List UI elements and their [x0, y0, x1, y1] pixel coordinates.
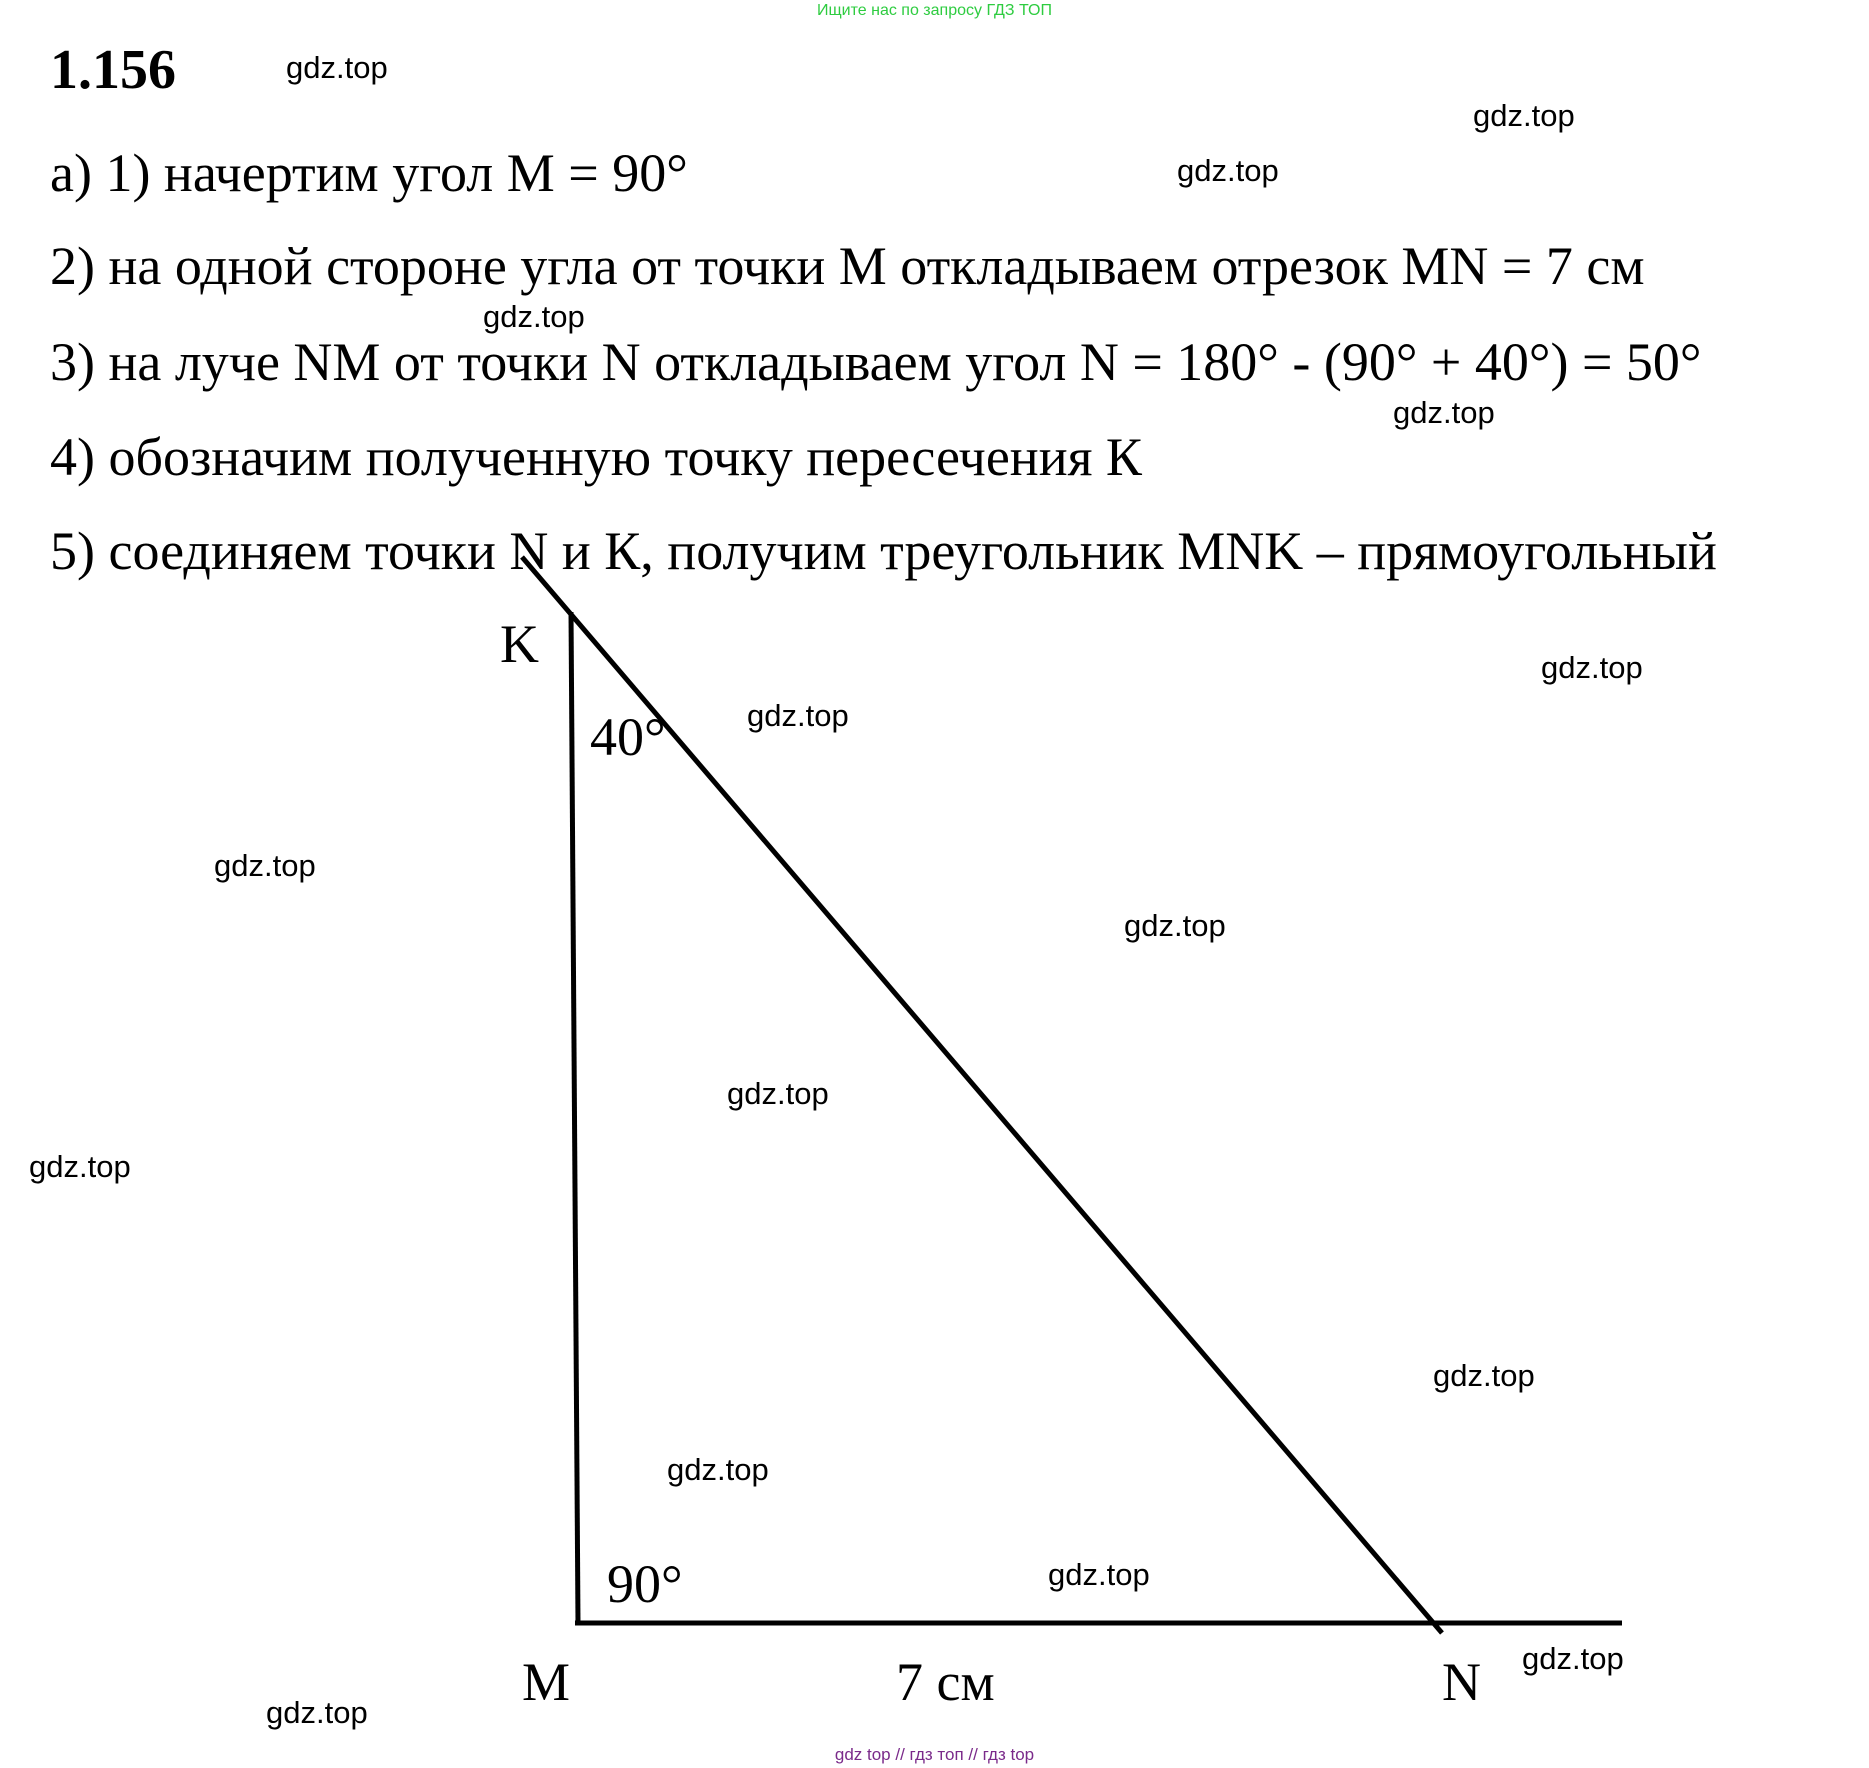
watermark: gdz.top: [1541, 650, 1643, 685]
footer-separator: //: [968, 1745, 978, 1764]
watermark: gdz.top: [1433, 1358, 1535, 1393]
watermark: gdz.top: [266, 1695, 368, 1730]
watermark: gdz.top: [1473, 98, 1575, 133]
problem-number: 1.156: [50, 39, 176, 101]
angle-m-label: 90°: [607, 1554, 683, 1614]
watermark: gdz.top: [667, 1452, 769, 1487]
side-mn-label: 7 см: [896, 1652, 995, 1712]
watermark: gdz.top: [1124, 908, 1226, 943]
step-2: 2) на одной стороне угла от точки М откладываем отрезок MN = 7 см: [50, 236, 1645, 296]
watermark: gdz.top: [727, 1076, 829, 1111]
footer-link[interactable]: гдз топ: [909, 1745, 964, 1764]
vertex-m-label: M: [522, 1652, 571, 1712]
step-1: а) 1) начертим угол М = 90°: [50, 143, 688, 203]
watermark: gdz.top: [214, 848, 316, 883]
watermark: gdz.top: [1048, 1557, 1150, 1592]
watermark: gdz.top: [483, 299, 585, 334]
step-5: 5) соединяем точки N и К, получим треугольник MNK – прямоугольный: [50, 521, 1717, 581]
side-km: [571, 612, 578, 1623]
watermark: gdz.top: [286, 50, 388, 85]
watermark: gdz.top: [1522, 1641, 1624, 1676]
watermark: gdz.top: [1177, 153, 1279, 188]
vertex-k-label: K: [500, 614, 539, 674]
top-banner[interactable]: Ищите нас по запросу ГДЗ ТОП: [817, 2, 1052, 19]
footer-separator: //: [895, 1745, 905, 1764]
watermark: gdz.top: [1393, 395, 1495, 430]
watermark: gdz.top: [29, 1149, 131, 1184]
footer-link[interactable]: гдз top: [982, 1745, 1035, 1764]
watermark: gdz.top: [747, 698, 849, 733]
footer-links: [0, 1745, 1869, 1765]
vertex-n-label: N: [1442, 1652, 1481, 1712]
angle-k-label: 40°: [590, 707, 666, 767]
step-4: 4) обозначим полученную точку пересечения К: [50, 427, 1142, 487]
step-3: 3) на луче NM от точки N откладываем угол N = 180° - (90° + 40°) = 50°: [50, 332, 1702, 392]
footer-link[interactable]: gdz top: [834, 1745, 891, 1764]
